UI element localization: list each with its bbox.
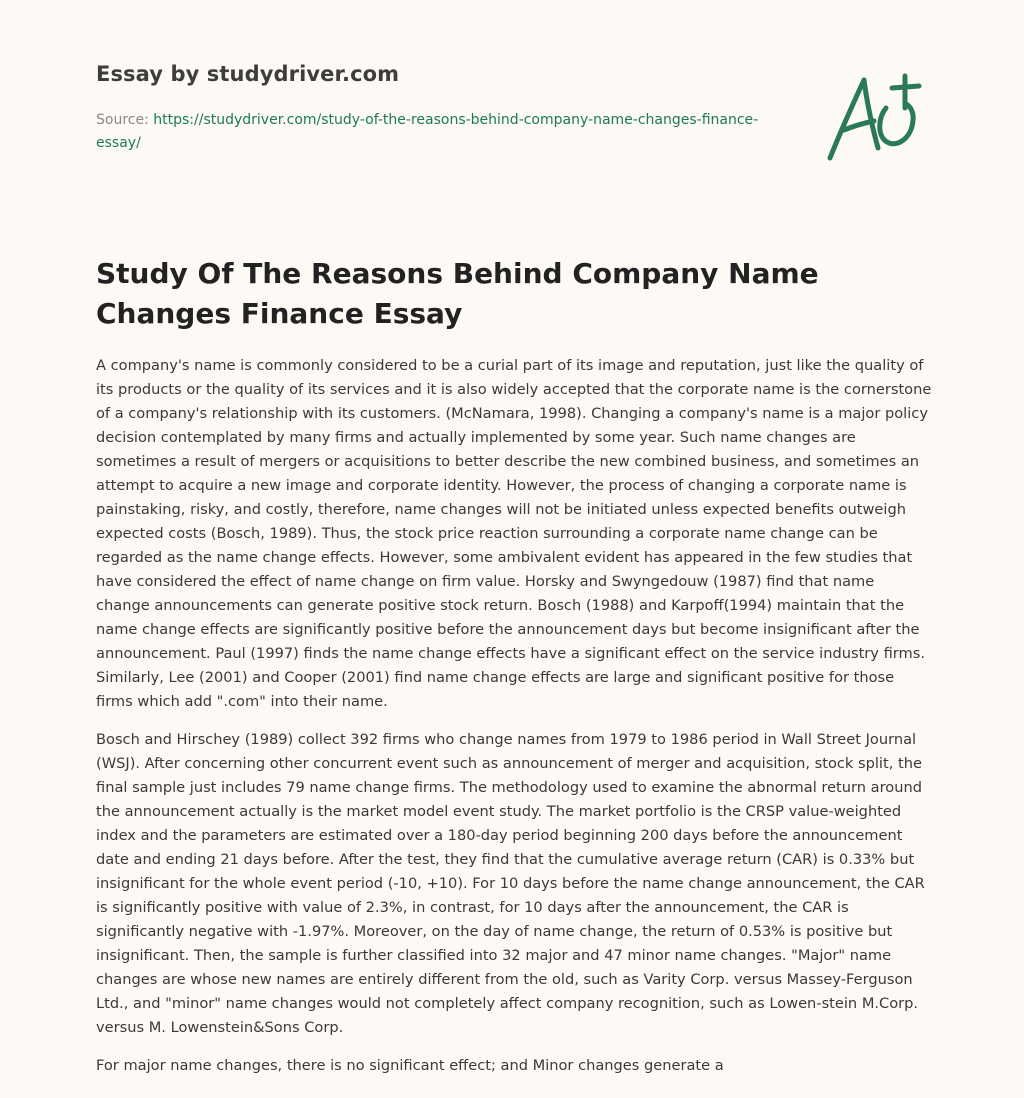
site-title: Essay by studydriver.com [96, 62, 400, 86]
source-label: Source: [96, 112, 154, 128]
source-line [96, 109, 776, 155]
page-header [96, 62, 776, 155]
source-link[interactable]: https://studydriver.com/study-of-the-reasons-behind-company-name-changes-finance-essay/ [96, 112, 759, 151]
essay-paragraph: Bosch and Hirschey (1989) collect 392 firms who change names from 1979 to 1986 period in Wall Street Journal (WSJ). After concerning other concurrent event such as announcement of merger and acquisition, stock split, the final sample just includes 79 name change firms. The methodology used to examine the abnormal return around the announcement actually is the market model event study. The market portfolio is the CRSP value-weighted index and the parameters are estimated over a 180-day period beginning 200 days before the announcement date and ending 21 days before. After the test, they find that the cumulative average return (CAR) is 0.33% but insignificant for the whole event period (-10, +10). For 10 days before the name change announcement, the CAR is significantly positive with value of 2.3%, in contrast, for 10 days after the announcement, the CAR is significantly negative with -1.97%. Moreover, on the day of name change, the return of 0.53% is positive but insignificant. Then, the sample is further classified into 32 major and 47 minor name changes. "Major" name changes are whose new names are entirely different from the old, such as Varity Corp. versus Massey-Ferguson Ltd., and "minor" name changes would not completely affect company recognition, such as Lowen-stein M.Corp. versus M. Lowenstein&Sons Corp. [96, 731, 925, 1036]
essay-paragraph: A company's name is commonly considered to be a curial part of its image and reputation, just like the quality of its products or the quality of its services and it is also widely accepted that the corporate name is the cornerstone of a company's relationship with its customers. (McNamara, 1998). Changing a company's name is a major policy decision contemplated by many firms and actually implemented by some year. Such name changes are sometimes a result of mergers or acquisitions to better describe the new combined business, and sometimes an attempt to acquire a new image and corporate identity. However, the process of changing a corporate name is painstaking, risky, and costly, therefore, name changes will not be initiated unless expected benefits outweigh expected costs (Bosch, 1989). Thus, the stock price reaction surrounding a corporate name change can be regarded as the name change effects. However, some ambivalent evident has appeared in the few studies that have considered the effect of name change on firm value. Horsky and Swyngedouw (1987) find that name change announcements can generate positive stock return. Bosch (1988) and Karpoff(1994) maintain that the name change effects are significantly positive before the announcement days but become insignificant after the announcement. Paul (1997) finds the name change effects have a significant effect on the service industry firms. Similarly, Lee (2001) and Cooper (2001) find name change effects are large and significant positive for those firms which add ".com" into their name. [96, 357, 932, 710]
essay-paragraph: For major name changes, there is no significant effect; and Minor changes generate a [96, 1057, 724, 1074]
essay-body [96, 354, 932, 1092]
a-plus-logo-graphic [820, 68, 930, 168]
a-plus-grade-icon [820, 68, 930, 168]
essay-title: Study Of The Reasons Behind Company Name Changes Finance Essay [96, 257, 819, 330]
